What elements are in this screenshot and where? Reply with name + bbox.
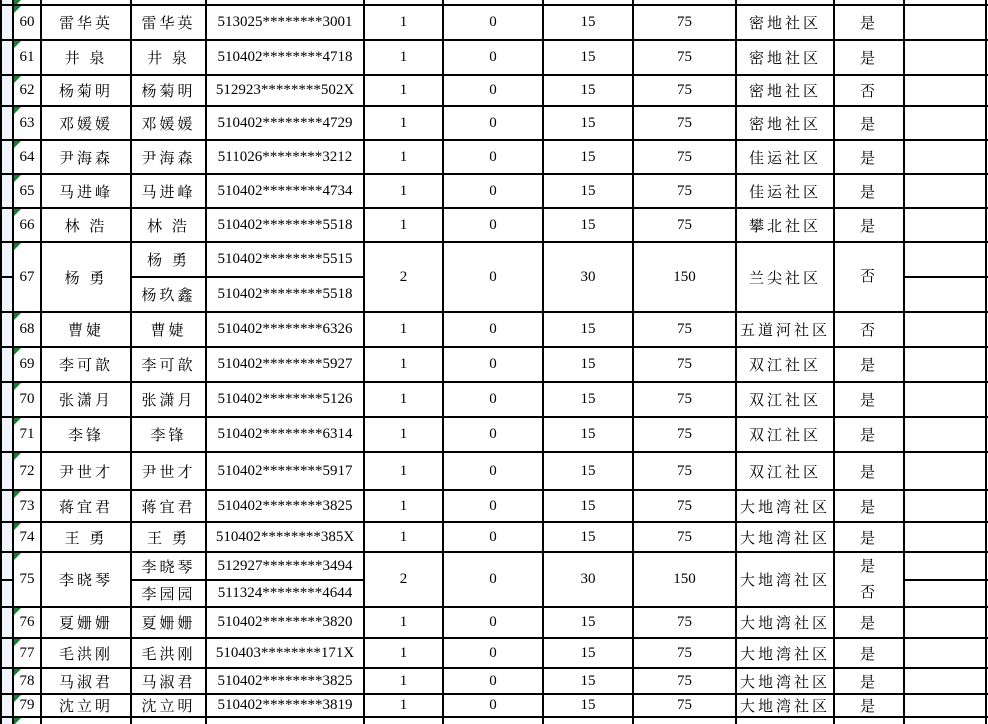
count-cell[interactable]: 1 xyxy=(364,607,443,638)
count-cell[interactable]: 1 xyxy=(364,312,443,347)
id-number-cell[interactable]: 512923********502X xyxy=(206,75,364,106)
member-name-cell[interactable]: 尹海森 xyxy=(131,140,206,174)
applicant-name-cell[interactable]: 邓媛媛 xyxy=(41,106,131,140)
table-row xyxy=(1,347,988,382)
per-amount-cell[interactable]: 30 xyxy=(543,242,633,312)
community-cell[interactable]: 大地湾社区 xyxy=(736,490,834,522)
per-amount-cell[interactable]: 15 xyxy=(543,694,633,717)
flag-cell[interactable]: 是 xyxy=(834,208,904,242)
row-index-cell[interactable] xyxy=(13,717,41,724)
total-amount-cell[interactable]: 75 xyxy=(633,347,736,382)
member-name-cell[interactable]: 林 浩 xyxy=(131,208,206,242)
left-gutter-cell xyxy=(1,417,13,452)
row-index-cell[interactable]: 69 xyxy=(13,347,41,382)
total-amount-cell[interactable]: 75 xyxy=(633,417,736,452)
note-cell[interactable] xyxy=(904,638,986,668)
zero-cell[interactable]: 0 xyxy=(443,552,543,607)
flag-cell[interactable]: 是 xyxy=(834,638,904,668)
zero-cell[interactable]: 0 xyxy=(443,522,543,552)
row-index-cell[interactable]: 70 xyxy=(13,382,41,417)
count-cell[interactable]: 1 xyxy=(364,5,443,40)
total-amount-cell[interactable]: 75 xyxy=(633,174,736,208)
per-amount-cell[interactable]: 15 xyxy=(543,75,633,106)
row-index-cell[interactable]: 75 xyxy=(13,552,41,607)
flag-cell[interactable]: 否 xyxy=(834,75,904,106)
per-amount-cell[interactable]: 15 xyxy=(543,638,633,668)
count-cell[interactable]: 1 xyxy=(364,490,443,522)
per-amount-cell[interactable]: 15 xyxy=(543,106,633,140)
table-row xyxy=(1,382,988,417)
community-cell[interactable]: 大地湾社区 xyxy=(736,552,834,607)
total-amount-cell[interactable]: 75 xyxy=(633,140,736,174)
per-amount-cell[interactable]: 15 xyxy=(543,668,633,694)
zero-cell[interactable]: 0 xyxy=(443,312,543,347)
count-cell[interactable]: 1 xyxy=(364,668,443,694)
row-index-cell[interactable]: 67 xyxy=(13,242,41,312)
count-cell[interactable]: 1 xyxy=(364,174,443,208)
row-index-cell[interactable]: 66 xyxy=(13,208,41,242)
left-gutter-cell xyxy=(1,40,13,75)
member-name-cell[interactable]: 杨菊明 xyxy=(131,75,206,106)
id-number-cell[interactable]: 511324********4644 xyxy=(206,580,364,607)
count-cell[interactable]: 1 xyxy=(364,347,443,382)
note-cell[interactable] xyxy=(904,490,986,522)
row-index-cell[interactable]: 61 xyxy=(13,40,41,75)
count-cell[interactable] xyxy=(364,717,443,724)
note-cell[interactable] xyxy=(904,277,986,312)
table-row xyxy=(1,106,988,140)
table-row xyxy=(1,452,988,490)
flag-cell[interactable]: 是 xyxy=(834,694,904,717)
id-number-cell[interactable]: 510402********3825 xyxy=(206,490,364,522)
applicant-name-cell[interactable]: 沈立明 xyxy=(41,694,131,717)
flag-cell[interactable]: 是 xyxy=(834,417,904,452)
table-row xyxy=(1,312,988,347)
applicant-name-cell[interactable]: 蒋宜君 xyxy=(41,490,131,522)
id-number-cell[interactable]: 510402********3825 xyxy=(206,668,364,694)
community-cell[interactable]: 大地湾社区 xyxy=(736,522,834,552)
community-cell[interactable]: 双江社区 xyxy=(736,382,834,417)
left-gutter-cell xyxy=(1,208,13,242)
flag-cell[interactable]: 是 xyxy=(834,452,904,490)
total-amount-cell[interactable]: 150 xyxy=(633,242,736,312)
total-amount-cell[interactable]: 75 xyxy=(633,607,736,638)
applicant-name-cell[interactable]: 井 泉 xyxy=(41,40,131,75)
note-cell[interactable] xyxy=(904,5,986,40)
total-amount-cell[interactable]: 150 xyxy=(633,552,736,607)
left-gutter-cell xyxy=(1,347,13,382)
member-name-cell[interactable]: 毛洪刚 xyxy=(131,638,206,668)
note-cell[interactable] xyxy=(904,242,986,277)
note-cell[interactable] xyxy=(904,382,986,417)
flag-cell[interactable]: 是 xyxy=(834,347,904,382)
member-name-cell[interactable]: 蒋宜君 xyxy=(131,490,206,522)
note-cell[interactable] xyxy=(904,312,986,347)
table-row xyxy=(1,552,988,580)
zero-cell[interactable]: 0 xyxy=(443,452,543,490)
table-row xyxy=(1,694,988,717)
community-cell[interactable]: 五道河社区 xyxy=(736,312,834,347)
left-gutter-cell xyxy=(1,382,13,417)
applicant-name-cell[interactable]: 夏姗姗 xyxy=(41,607,131,638)
row-index-cell[interactable]: 64 xyxy=(13,140,41,174)
table-row xyxy=(1,607,988,638)
total-amount-cell[interactable]: 75 xyxy=(633,452,736,490)
left-gutter-cell xyxy=(1,522,13,552)
table-row xyxy=(1,75,988,106)
note-cell[interactable] xyxy=(904,452,986,490)
row-index-cell[interactable]: 74 xyxy=(13,522,41,552)
per-amount-cell[interactable]: 15 xyxy=(543,490,633,522)
zero-cell[interactable]: 0 xyxy=(443,490,543,522)
partial-row-bottom xyxy=(1,717,988,724)
per-amount-cell[interactable]: 15 xyxy=(543,417,633,452)
id-number-cell[interactable]: 510402********3819 xyxy=(206,694,364,717)
zero-cell[interactable]: 0 xyxy=(443,694,543,717)
applicant-name-cell[interactable]: 张潇月 xyxy=(41,382,131,417)
flag-cell[interactable]: 是 xyxy=(834,174,904,208)
note-cell[interactable] xyxy=(904,75,986,106)
id-number-cell[interactable]: 510402********4729 xyxy=(206,106,364,140)
community-cell[interactable]: 双江社区 xyxy=(736,347,834,382)
row-index-cell[interactable]: 76 xyxy=(13,607,41,638)
zero-cell[interactable]: 0 xyxy=(443,208,543,242)
per-amount-cell[interactable]: 15 xyxy=(543,452,633,490)
table-row xyxy=(1,140,988,174)
member-name-cell[interactable]: 李锋 xyxy=(131,417,206,452)
row-index-cell[interactable]: 65 xyxy=(13,174,41,208)
total-amount-cell[interactable]: 75 xyxy=(633,312,736,347)
id-number-cell[interactable]: 511026********3212 xyxy=(206,140,364,174)
per-amount-cell[interactable]: 15 xyxy=(543,382,633,417)
zero-cell[interactable]: 0 xyxy=(443,347,543,382)
note-cell[interactable] xyxy=(904,552,986,580)
table-row xyxy=(1,242,988,277)
community-cell[interactable] xyxy=(736,717,834,724)
id-number-cell[interactable]: 510402********6314 xyxy=(206,417,364,452)
flag-cell[interactable]: 否 xyxy=(834,242,904,312)
community-cell[interactable]: 大地湾社区 xyxy=(736,638,834,668)
zero-cell[interactable]: 0 xyxy=(443,607,543,638)
community-cell[interactable]: 双江社区 xyxy=(736,417,834,452)
zero-cell[interactable]: 0 xyxy=(443,417,543,452)
id-number-cell[interactable]: 510402********4718 xyxy=(206,40,364,75)
applicant-name-cell[interactable]: 马淑君 xyxy=(41,668,131,694)
row-index-cell[interactable]: 60 xyxy=(13,5,41,40)
note-cell[interactable] xyxy=(904,417,986,452)
applicant-name-cell[interactable] xyxy=(41,717,131,724)
left-gutter-cell xyxy=(1,277,13,312)
left-gutter-cell xyxy=(1,242,13,277)
left-gutter-cell xyxy=(1,312,13,347)
note-cell[interactable] xyxy=(904,106,986,140)
applicant-name-cell[interactable]: 李可歆 xyxy=(41,347,131,382)
id-number-cell[interactable]: 512927********3494 xyxy=(206,552,364,580)
count-cell[interactable]: 2 xyxy=(364,552,443,607)
row-index-cell[interactable]: 71 xyxy=(13,417,41,452)
flag-cell[interactable]: 是 xyxy=(834,40,904,75)
member-name-cell[interactable]: 张潇月 xyxy=(131,382,206,417)
id-number-cell[interactable]: 510402********5515 xyxy=(206,242,364,277)
community-cell[interactable]: 攀北社区 xyxy=(736,208,834,242)
left-gutter-cell xyxy=(1,580,13,607)
total-amount-cell[interactable]: 75 xyxy=(633,106,736,140)
zero-cell[interactable]: 0 xyxy=(443,40,543,75)
note-cell[interactable] xyxy=(904,174,986,208)
id-number-cell[interactable]: 510402********4734 xyxy=(206,174,364,208)
applicant-name-cell[interactable]: 尹海森 xyxy=(41,140,131,174)
per-amount-cell[interactable]: 15 xyxy=(543,5,633,40)
id-number-cell[interactable]: 510402********5126 xyxy=(206,382,364,417)
member-name-cell[interactable]: 李晓琴 xyxy=(131,552,206,580)
count-cell[interactable]: 1 xyxy=(364,140,443,174)
left-gutter-cell xyxy=(1,5,13,40)
count-cell[interactable]: 2 xyxy=(364,242,443,312)
note-cell[interactable] xyxy=(904,40,986,75)
row-index-cell[interactable]: 62 xyxy=(13,75,41,106)
row-index-cell[interactable]: 72 xyxy=(13,452,41,490)
member-name-cell[interactable]: 王 勇 xyxy=(131,522,206,552)
zero-cell[interactable] xyxy=(443,717,543,724)
zero-cell[interactable]: 0 xyxy=(443,5,543,40)
row-index-cell[interactable]: 68 xyxy=(13,312,41,347)
community-cell[interactable]: 大地湾社区 xyxy=(736,607,834,638)
community-cell[interactable]: 兰尖社区 xyxy=(736,242,834,312)
id-number-cell[interactable]: 510403********171X xyxy=(206,638,364,668)
member-name-cell[interactable]: 夏姗姗 xyxy=(131,607,206,638)
row-index-cell[interactable]: 78 xyxy=(13,668,41,694)
note-cell[interactable] xyxy=(904,347,986,382)
count-cell[interactable]: 1 xyxy=(364,638,443,668)
count-cell[interactable]: 1 xyxy=(364,452,443,490)
member-name-cell[interactable]: 尹世才 xyxy=(131,452,206,490)
zero-cell[interactable]: 0 xyxy=(443,382,543,417)
total-amount-cell[interactable] xyxy=(633,717,736,724)
left-gutter-cell xyxy=(1,694,13,717)
applicant-name-cell[interactable]: 林 浩 xyxy=(41,208,131,242)
note-cell[interactable] xyxy=(904,140,986,174)
zero-cell[interactable]: 0 xyxy=(443,75,543,106)
per-amount-cell[interactable]: 15 xyxy=(543,40,633,75)
member-name-cell[interactable]: 李园园 xyxy=(131,580,206,607)
community-cell[interactable]: 密地社区 xyxy=(736,40,834,75)
note-cell[interactable] xyxy=(904,208,986,242)
count-cell[interactable]: 1 xyxy=(364,522,443,552)
member-name-cell[interactable]: 沈立明 xyxy=(131,694,206,717)
id-number-cell[interactable]: 510402********5518 xyxy=(206,277,364,312)
left-gutter-cell xyxy=(1,75,13,106)
member-name-cell[interactable]: 李可歆 xyxy=(131,347,206,382)
count-cell[interactable]: 1 xyxy=(364,106,443,140)
note-cell[interactable] xyxy=(904,522,986,552)
flag-cell[interactable]: 是 xyxy=(834,382,904,417)
per-amount-cell[interactable]: 15 xyxy=(543,522,633,552)
zero-cell[interactable]: 0 xyxy=(443,668,543,694)
total-amount-cell[interactable]: 75 xyxy=(633,40,736,75)
left-gutter-cell xyxy=(1,140,13,174)
member-name-cell[interactable]: 邓媛媛 xyxy=(131,106,206,140)
per-amount-cell[interactable]: 15 xyxy=(543,312,633,347)
total-amount-cell[interactable]: 75 xyxy=(633,208,736,242)
applicant-name-cell[interactable]: 曹婕 xyxy=(41,312,131,347)
count-cell[interactable]: 1 xyxy=(364,40,443,75)
left-gutter-cell xyxy=(1,106,13,140)
member-name-cell[interactable]: 曹婕 xyxy=(131,312,206,347)
id-number-cell[interactable] xyxy=(206,717,364,724)
table-row xyxy=(1,174,988,208)
per-amount-cell[interactable]: 30 xyxy=(543,552,633,607)
left-gutter-cell xyxy=(1,638,13,668)
left-gutter-cell xyxy=(1,668,13,694)
applicant-name-cell[interactable]: 杨 勇 xyxy=(41,242,131,312)
note-cell[interactable] xyxy=(904,694,986,717)
per-amount-cell[interactable]: 15 xyxy=(543,607,633,638)
total-amount-cell[interactable]: 75 xyxy=(633,668,736,694)
flag-cell[interactable]: 是 xyxy=(834,668,904,694)
note-cell[interactable] xyxy=(904,668,986,694)
applicant-name-cell[interactable]: 李晓琴 xyxy=(41,552,131,607)
flag-cell[interactable]: 是 否 xyxy=(834,552,904,607)
left-gutter-cell xyxy=(1,717,13,724)
zero-cell[interactable]: 0 xyxy=(443,140,543,174)
community-cell[interactable]: 大地湾社区 xyxy=(736,668,834,694)
per-amount-cell[interactable]: 15 xyxy=(543,208,633,242)
id-number-cell[interactable]: 513025********3001 xyxy=(206,5,364,40)
left-gutter-cell xyxy=(1,607,13,638)
total-amount-cell[interactable]: 75 xyxy=(633,490,736,522)
zero-cell[interactable]: 0 xyxy=(443,106,543,140)
table-row xyxy=(1,522,988,552)
applicant-name-cell[interactable]: 毛洪刚 xyxy=(41,638,131,668)
total-amount-cell[interactable]: 75 xyxy=(633,522,736,552)
note-cell[interactable] xyxy=(904,607,986,638)
table-row xyxy=(1,490,988,522)
member-name-cell[interactable]: 雷华英 xyxy=(131,5,206,40)
community-cell[interactable]: 佳运社区 xyxy=(736,140,834,174)
count-cell[interactable]: 1 xyxy=(364,417,443,452)
flag-cell[interactable]: 是 xyxy=(834,522,904,552)
per-amount-cell[interactable]: 15 xyxy=(543,140,633,174)
zero-cell[interactable]: 0 xyxy=(443,638,543,668)
applicant-name-cell[interactable]: 马进峰 xyxy=(41,174,131,208)
flag-cell[interactable]: 是 xyxy=(834,490,904,522)
member-name-cell[interactable]: 马淑君 xyxy=(131,668,206,694)
count-cell[interactable]: 1 xyxy=(364,208,443,242)
applicant-name-cell[interactable]: 杨菊明 xyxy=(41,75,131,106)
table-row xyxy=(1,208,988,242)
table-row xyxy=(1,668,988,694)
left-gutter-cell xyxy=(1,174,13,208)
total-amount-cell[interactable]: 75 xyxy=(633,638,736,668)
total-amount-cell[interactable]: 75 xyxy=(633,382,736,417)
flag-cell[interactable]: 是 xyxy=(834,140,904,174)
id-number-cell[interactable]: 510402********5927 xyxy=(206,347,364,382)
id-number-cell[interactable]: 510402********5518 xyxy=(206,208,364,242)
member-name-cell[interactable] xyxy=(131,717,206,724)
flag-cell[interactable]: 是 xyxy=(834,607,904,638)
community-cell[interactable]: 密地社区 xyxy=(736,106,834,140)
id-number-cell[interactable]: 510402********3820 xyxy=(206,607,364,638)
table-row xyxy=(1,40,988,75)
member-name-cell[interactable]: 杨玖鑫 xyxy=(131,277,206,312)
zero-cell[interactable]: 0 xyxy=(443,174,543,208)
table-row xyxy=(1,5,988,40)
applicant-name-cell[interactable]: 雷华英 xyxy=(41,5,131,40)
community-cell[interactable]: 双江社区 xyxy=(736,452,834,490)
left-gutter-cell xyxy=(1,490,13,522)
member-name-cell[interactable]: 井 泉 xyxy=(131,40,206,75)
applicant-name-cell[interactable]: 李锋 xyxy=(41,417,131,452)
table-row xyxy=(1,417,988,452)
applicant-name-cell[interactable]: 尹世才 xyxy=(41,452,131,490)
row-index-cell[interactable]: 73 xyxy=(13,490,41,522)
member-name-cell[interactable]: 马进峰 xyxy=(131,174,206,208)
row-index-cell[interactable]: 79 xyxy=(13,694,41,717)
row-index-cell[interactable]: 63 xyxy=(13,106,41,140)
left-gutter-cell xyxy=(1,452,13,490)
left-gutter-cell xyxy=(1,552,13,580)
per-amount-cell[interactable]: 15 xyxy=(543,174,633,208)
community-cell[interactable]: 佳运社区 xyxy=(736,174,834,208)
id-number-cell[interactable]: 510402********385X xyxy=(206,522,364,552)
community-cell[interactable]: 密地社区 xyxy=(736,5,834,40)
row-index-cell[interactable]: 77 xyxy=(13,638,41,668)
total-amount-cell[interactable]: 75 xyxy=(633,694,736,717)
count-cell[interactable]: 1 xyxy=(364,382,443,417)
community-cell[interactable]: 密地社区 xyxy=(736,75,834,106)
per-amount-cell[interactable]: 15 xyxy=(543,347,633,382)
count-cell[interactable]: 1 xyxy=(364,75,443,106)
flag-cell[interactable]: 是 xyxy=(834,5,904,40)
id-number-cell[interactable]: 510402********5917 xyxy=(206,452,364,490)
total-amount-cell[interactable]: 75 xyxy=(633,5,736,40)
note-cell[interactable] xyxy=(904,580,986,607)
total-amount-cell[interactable]: 75 xyxy=(633,75,736,106)
table-row xyxy=(1,638,988,668)
zero-cell[interactable]: 0 xyxy=(443,242,543,312)
per-amount-cell[interactable] xyxy=(543,717,633,724)
flag-cell[interactable]: 是 xyxy=(834,106,904,140)
count-cell[interactable]: 1 xyxy=(364,694,443,717)
applicant-name-cell[interactable]: 王 勇 xyxy=(41,522,131,552)
id-number-cell[interactable]: 510402********6326 xyxy=(206,312,364,347)
flag-cell[interactable]: 否 xyxy=(834,312,904,347)
flag-cell[interactable] xyxy=(834,717,904,724)
note-cell[interactable] xyxy=(904,717,986,724)
member-name-cell[interactable]: 杨 勇 xyxy=(131,242,206,277)
community-cell[interactable]: 大地湾社区 xyxy=(736,694,834,717)
